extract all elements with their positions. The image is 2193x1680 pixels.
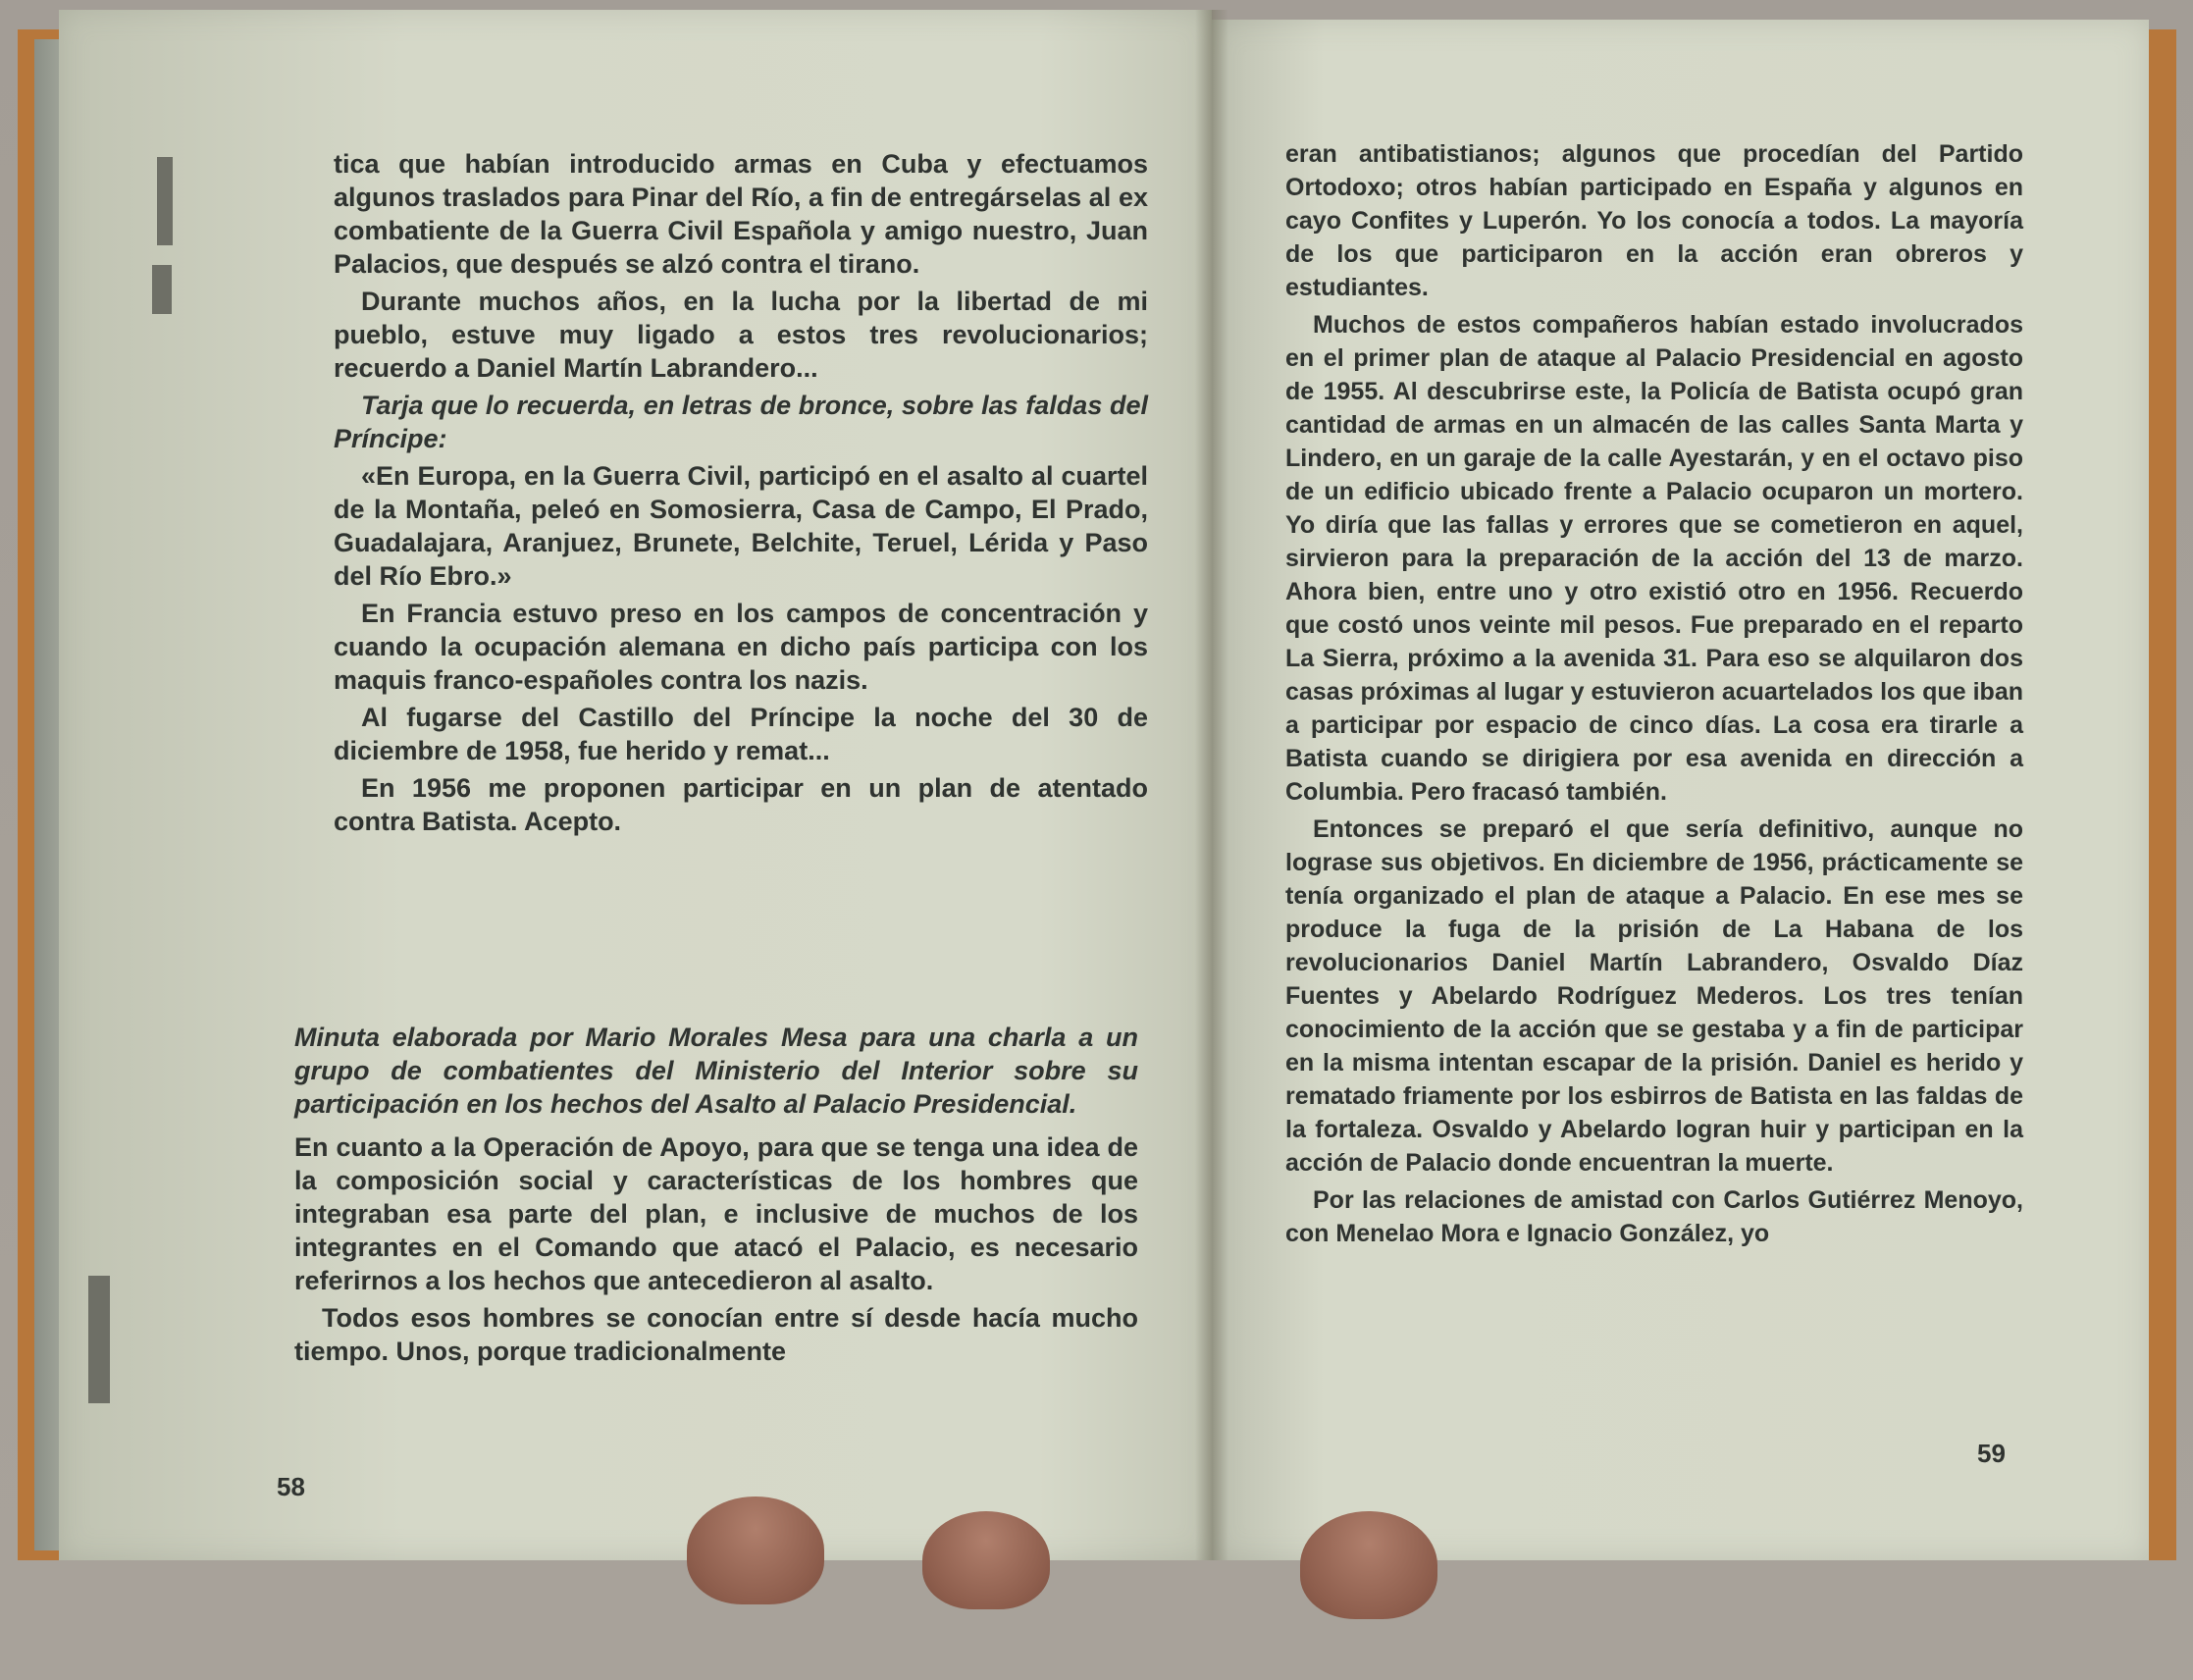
paragraph: «En Europa, en la Guerra Civil, participó en el asalto al cuartel de la Montaña, peleó en Somosierra, Casa de Campo, El Prado, Guadalajara, Aranjuez, Brunete, Belchite, Teruel, Lérida y Paso del Río Ebro.» — [334, 461, 1148, 591]
right-page-text — [1285, 137, 2023, 1254]
section-heading: Minuta elaborada por Mario Morales Mesa para una charla a un grupo de combatientes del Ministerio del Interior sobre su participación en los hechos del Asalto al Palacio Presidencial. — [294, 1023, 1138, 1119]
paragraph: En Francia estuvo preso en los campos de concentración y cuando la ocupación alemana en dicho país participa con los maquis franco-españoles contra los nazis. — [334, 599, 1148, 695]
paragraph: Muchos de estos compañeros habían estado involucrados en el primer plan de ataque al Palacio Presidencial en agosto de 1955. Al descubrirse este, la Policía de Batista ocupó gran cantidad de armas en un almacén de las calles Santa Marta y Lindero, en un garaje de la calle Ayestarán, y en el octavo piso de un edificio ubicado frente a Palacio ocuparon un mortero. Yo diría que las fallas y errores que se cometieron en aquel, sirvieron para la preparación de la acción del 13 de marzo. Ahora bien, entre uno y otro existió otro en 1956. Recuerdo que costó unos veinte mil pesos. Fue preparado en el reparto La Sierra, próximo a la avenida 31. Para eso se alquilaron dos casas próximas al lugar y estuvieron acuartelados los que iban a participar por espacio de cinco días. La cosa era tirarle a Batista cuando se dirigiera por esa avenida en dirección a Columbia. Pero fracasó también. — [1285, 311, 2023, 806]
paragraph: En cuanto a la Operación de Apoyo, para que se tenga una idea de la composición social y características de los hombres que integraban esa parte del plan, e inclusive de muchos de los integrantes en el Comando que atacó el Palacio, es necesario referirnos a los hechos que antecedieron al asalto. — [294, 1132, 1138, 1295]
paragraph: tica que habían introducido armas en Cuba y efectuamos algunos traslados para Pinar del Río, a fin de entregárselas al ex combatiente de la Guerra Civil Española y amigo nuestro, Juan Palacios, que después se alzó contra el tirano. — [334, 149, 1148, 279]
finger — [1300, 1511, 1437, 1619]
paragraph: Todos esos hombres se conocían entre sí desde hacía mucho tiempo. Unos, porque tradicionalmente — [294, 1303, 1138, 1366]
paragraph: Tarja que lo recuerda, en letras de bronce, sobre las faldas del Príncipe: — [334, 391, 1148, 453]
left-page-text-top — [334, 147, 1148, 842]
paragraph: En 1956 me proponen participar en un plan de atentado contra Batista. Acepto. — [334, 773, 1148, 836]
paragraph: eran antibatistianos; algunos que procedían del Partido Ortodoxo; otros habían participado en España y algunos en cayo Confites y Luperón. Yo los conocía a todos. La mayoría de los que participaron en la acción eran obreros y estudiantes. — [1285, 140, 2023, 301]
left-page-text-bottom — [294, 1021, 1138, 1372]
page-number-right: 59 — [1977, 1439, 2006, 1468]
page-stack-marks — [98, 59, 186, 1531]
paragraph: Durante muchos años, en la lucha por la libertad de mi pueblo, estuve muy ligado a estos tres revolucionarios; recuerdo a Daniel Martín Labrandero... — [334, 287, 1148, 383]
page-number-left: 58 — [277, 1472, 305, 1501]
book-gutter — [1195, 10, 1228, 1560]
finger — [922, 1511, 1050, 1609]
paragraph: Por las relaciones de amistad con Carlos Gutiérrez Menoyo, con Menelao Mora e Ignacio González, yo — [1285, 1186, 2023, 1247]
finger — [687, 1496, 824, 1604]
paragraph: Entonces se preparó el que sería definitivo, aunque no lograse sus objetivos. En diciembre de 1956, prácticamente se tenía organizado el plan de ataque a Palacio. En ese mes se produce la fuga de la prisión de La Habana de los revolucionarios Daniel Martín Labrandero, Osvaldo Díaz Fuentes y Abelardo Rodríguez Mederos. Los tres tenían conocimiento de la acción que se gestaba y a fin de participar en la misma intentan escapar de la prisión. Daniel es herido y rematado friamente por los esbirros de Batista en las faldas de la fortaleza. Osvaldo y Abelardo logran huir y participan en la acción de Palacio donde encuentran la muerte. — [1285, 815, 2023, 1177]
paragraph: Al fugarse del Castillo del Príncipe la noche del 30 de diciembre de 1958, fue herido y remat... — [334, 703, 1148, 765]
